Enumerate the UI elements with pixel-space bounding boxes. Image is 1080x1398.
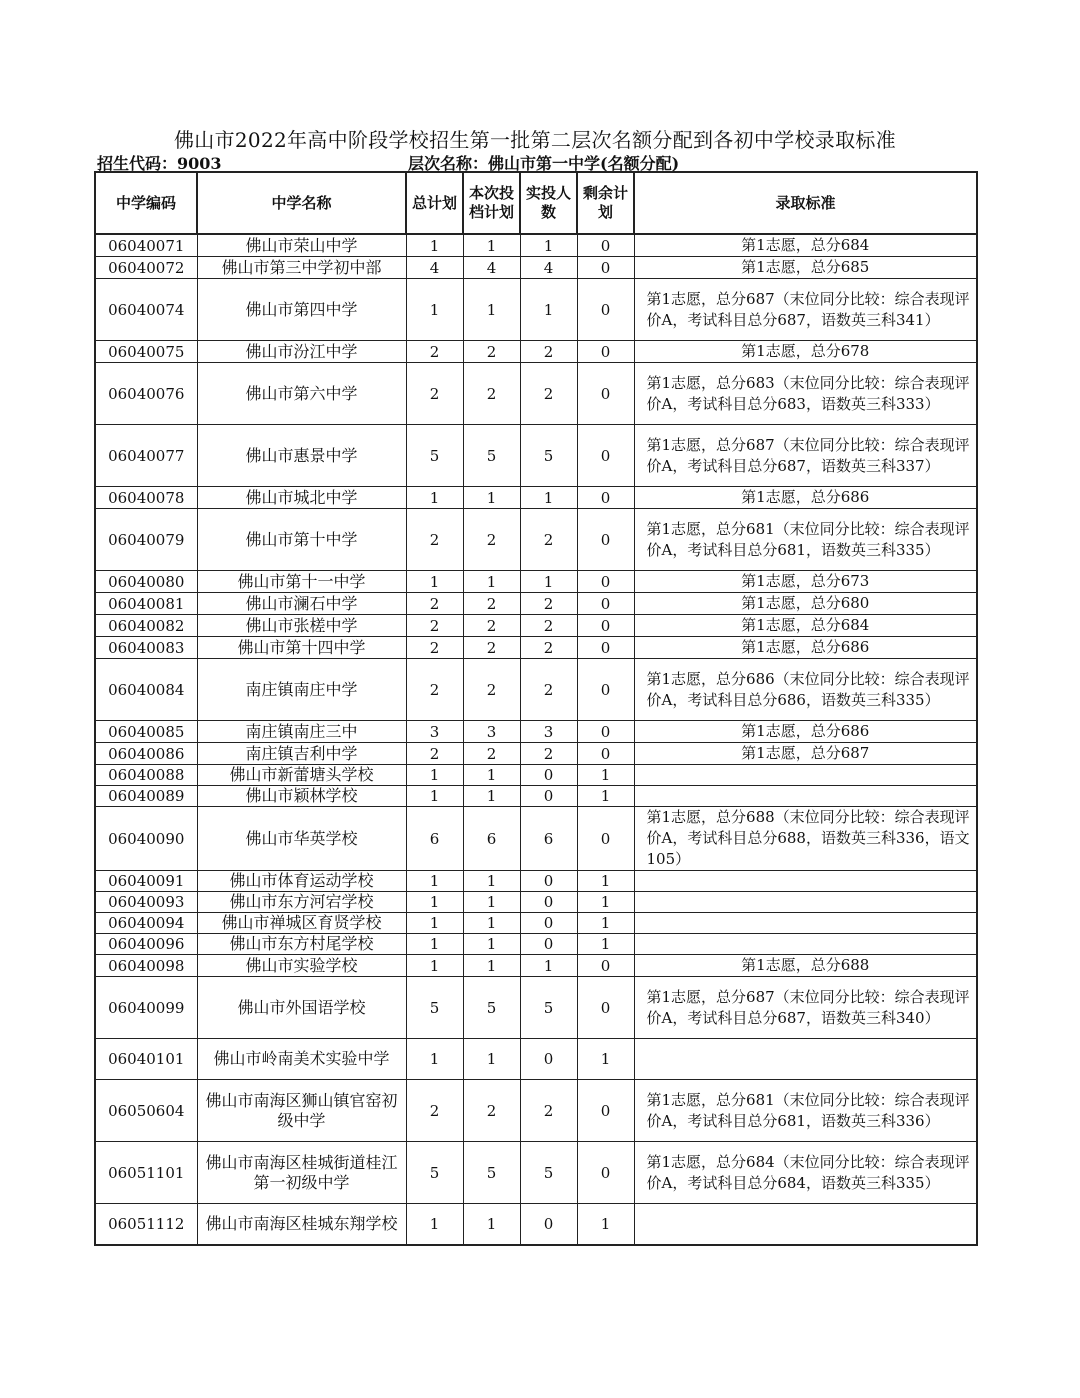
cell-remaining: 0 xyxy=(577,1142,634,1204)
table-row xyxy=(95,786,977,807)
cell-actual: 0 xyxy=(520,892,577,913)
cell-criteria: 第1志愿，总分687 xyxy=(634,743,977,765)
cell-total: 1 xyxy=(406,871,463,892)
cell-criteria: 第1志愿，总分681（末位同分比较：综合表现评价A，考试科目总分681，语数英三科336） xyxy=(634,1080,977,1142)
cell-current: 1 xyxy=(463,955,520,977)
cell-actual: 2 xyxy=(520,1080,577,1142)
cell-actual: 0 xyxy=(520,871,577,892)
cell-remaining: 0 xyxy=(577,807,634,871)
cell-current: 5 xyxy=(463,977,520,1039)
cell-name: 佛山市体育运动学校 xyxy=(197,871,406,892)
table-row xyxy=(95,892,977,913)
cell-total: 5 xyxy=(406,425,463,487)
cell-remaining: 0 xyxy=(577,571,634,593)
cell-criteria: 第1志愿，总分684 xyxy=(634,615,977,637)
cell-name: 佛山市华英学校 xyxy=(197,807,406,871)
cell-code: 06040090 xyxy=(95,807,197,871)
enroll-code: 招生代码：9003 xyxy=(97,154,222,173)
table-row xyxy=(95,934,977,955)
cell-actual: 5 xyxy=(520,1142,577,1204)
table-row xyxy=(95,615,977,637)
cell-total: 6 xyxy=(406,807,463,871)
header-total: 总计划 xyxy=(406,172,463,234)
cell-actual: 2 xyxy=(520,637,577,659)
cell-actual: 3 xyxy=(520,721,577,743)
cell-total: 1 xyxy=(406,913,463,934)
cell-current: 1 xyxy=(463,765,520,786)
cell-current: 2 xyxy=(463,509,520,571)
cell-criteria: 第1志愿，总分683（末位同分比较：综合表现评价A，考试科目总分683，语数英三科333） xyxy=(634,363,977,425)
cell-code: 06040083 xyxy=(95,637,197,659)
table-row xyxy=(95,871,977,892)
cell-criteria xyxy=(634,1204,977,1245)
cell-code: 06040074 xyxy=(95,279,197,341)
table-row xyxy=(95,765,977,786)
header-actual: 实投人数 xyxy=(520,172,577,234)
document-title: 佛山市2022年高中阶段学校招生第一批第二层次名额分配到各初中学校录取标准 xyxy=(174,128,896,152)
cell-name: 南庄镇南庄三中 xyxy=(197,721,406,743)
cell-actual: 0 xyxy=(520,765,577,786)
cell-criteria: 第1志愿，总分686 xyxy=(634,721,977,743)
cell-current: 2 xyxy=(463,659,520,721)
table-row xyxy=(95,257,977,279)
cell-actual: 4 xyxy=(520,257,577,279)
table-row xyxy=(95,1142,977,1204)
cell-actual: 1 xyxy=(520,234,577,257)
cell-total: 5 xyxy=(406,1142,463,1204)
cell-criteria: 第1志愿，总分688 xyxy=(634,955,977,977)
cell-current: 2 xyxy=(463,341,520,363)
cell-actual: 2 xyxy=(520,659,577,721)
cell-code: 06050604 xyxy=(95,1080,197,1142)
cell-code: 06040093 xyxy=(95,892,197,913)
table-row xyxy=(95,341,977,363)
cell-total: 3 xyxy=(406,721,463,743)
cell-remaining: 0 xyxy=(577,509,634,571)
cell-code: 06040072 xyxy=(95,257,197,279)
table-row xyxy=(95,637,977,659)
cell-current: 6 xyxy=(463,807,520,871)
cell-code: 06040094 xyxy=(95,913,197,934)
table-row xyxy=(95,955,977,977)
cell-total: 5 xyxy=(406,977,463,1039)
cell-criteria: 第1志愿，总分688（末位同分比较：综合表现评价A，考试科目总分688，语数英三科336，语文105） xyxy=(634,807,977,871)
cell-current: 1 xyxy=(463,234,520,257)
table-row xyxy=(95,721,977,743)
cell-criteria xyxy=(634,934,977,955)
cell-total: 1 xyxy=(406,892,463,913)
admission-table xyxy=(94,171,978,1246)
cell-criteria: 第1志愿，总分684 xyxy=(634,234,977,257)
cell-code: 06040091 xyxy=(95,871,197,892)
cell-total: 4 xyxy=(406,257,463,279)
cell-remaining: 0 xyxy=(577,487,634,509)
table-row xyxy=(95,913,977,934)
table-row xyxy=(95,807,977,871)
cell-code: 06040089 xyxy=(95,786,197,807)
cell-name: 佛山市第十四中学 xyxy=(197,637,406,659)
cell-name: 佛山市禅城区育贤学校 xyxy=(197,913,406,934)
cell-criteria: 第1志愿，总分687（末位同分比较：综合表现评价A，考试科目总分687，语数英三科337） xyxy=(634,425,977,487)
table-row xyxy=(95,509,977,571)
cell-criteria: 第1志愿，总分687（末位同分比较：综合表现评价A，考试科目总分687，语数英三科341） xyxy=(634,279,977,341)
cell-code: 06040084 xyxy=(95,659,197,721)
cell-total: 1 xyxy=(406,234,463,257)
cell-current: 1 xyxy=(463,571,520,593)
cell-total: 1 xyxy=(406,955,463,977)
table-row xyxy=(95,363,977,425)
cell-current: 2 xyxy=(463,363,520,425)
cell-actual: 5 xyxy=(520,977,577,1039)
cell-total: 1 xyxy=(406,279,463,341)
cell-remaining: 0 xyxy=(577,721,634,743)
cell-current: 1 xyxy=(463,892,520,913)
cell-total: 2 xyxy=(406,637,463,659)
cell-name: 佛山市东方河宕学校 xyxy=(197,892,406,913)
cell-actual: 2 xyxy=(520,743,577,765)
cell-current: 1 xyxy=(463,487,520,509)
cell-total: 2 xyxy=(406,341,463,363)
cell-name: 佛山市第十一中学 xyxy=(197,571,406,593)
cell-remaining: 1 xyxy=(577,934,634,955)
cell-name: 南庄镇南庄中学 xyxy=(197,659,406,721)
cell-total: 2 xyxy=(406,743,463,765)
cell-name: 佛山市东方村尾学校 xyxy=(197,934,406,955)
table-row xyxy=(95,1080,977,1142)
cell-remaining: 0 xyxy=(577,425,634,487)
cell-name: 佛山市岭南美术实验中学 xyxy=(197,1039,406,1080)
cell-actual: 0 xyxy=(520,934,577,955)
cell-total: 2 xyxy=(406,659,463,721)
cell-code: 06040081 xyxy=(95,593,197,615)
cell-name: 佛山市实验学校 xyxy=(197,955,406,977)
cell-remaining: 0 xyxy=(577,234,634,257)
cell-criteria: 第1志愿，总分685 xyxy=(634,257,977,279)
cell-total: 1 xyxy=(406,571,463,593)
cell-total: 1 xyxy=(406,786,463,807)
table-row xyxy=(95,1204,977,1245)
cell-name: 佛山市第六中学 xyxy=(197,363,406,425)
cell-actual: 1 xyxy=(520,571,577,593)
cell-name: 佛山市颖林学校 xyxy=(197,786,406,807)
cell-name: 佛山市第十中学 xyxy=(197,509,406,571)
cell-code: 06040079 xyxy=(95,509,197,571)
cell-actual: 0 xyxy=(520,1204,577,1245)
cell-remaining: 0 xyxy=(577,593,634,615)
cell-remaining: 1 xyxy=(577,765,634,786)
cell-code: 06040086 xyxy=(95,743,197,765)
cell-name: 佛山市惠景中学 xyxy=(197,425,406,487)
cell-code: 06040088 xyxy=(95,765,197,786)
cell-code: 06040076 xyxy=(95,363,197,425)
cell-current: 5 xyxy=(463,425,520,487)
table-row xyxy=(95,593,977,615)
cell-total: 2 xyxy=(406,615,463,637)
cell-code: 06040077 xyxy=(95,425,197,487)
cell-name: 佛山市南海区桂城街道桂江第一初级中学 xyxy=(197,1142,406,1204)
cell-remaining: 1 xyxy=(577,1039,634,1080)
cell-criteria: 第1志愿，总分687（末位同分比较：综合表现评价A，考试科目总分687，语数英三科340） xyxy=(634,977,977,1039)
cell-name: 佛山市南海区桂城东翔学校 xyxy=(197,1204,406,1245)
cell-total: 1 xyxy=(406,934,463,955)
cell-current: 1 xyxy=(463,871,520,892)
cell-criteria xyxy=(634,786,977,807)
cell-criteria: 第1志愿，总分684（末位同分比较：综合表现评价A，考试科目总分684，语数英三科335） xyxy=(634,1142,977,1204)
cell-remaining: 0 xyxy=(577,363,634,425)
header-row xyxy=(95,172,977,234)
cell-criteria: 第1志愿，总分681（末位同分比较：综合表现评价A，考试科目总分681，语数英三科335） xyxy=(634,509,977,571)
cell-remaining: 0 xyxy=(577,257,634,279)
cell-code: 06040101 xyxy=(95,1039,197,1080)
table-row xyxy=(95,279,977,341)
header-name: 中学名称 xyxy=(197,172,406,234)
table-row xyxy=(95,234,977,257)
header-criteria: 录取标准 xyxy=(634,172,977,234)
cell-remaining: 0 xyxy=(577,743,634,765)
cell-remaining: 1 xyxy=(577,913,634,934)
cell-actual: 2 xyxy=(520,615,577,637)
cell-current: 1 xyxy=(463,1204,520,1245)
cell-name: 佛山市第三中学初中部 xyxy=(197,257,406,279)
cell-name: 南庄镇吉利中学 xyxy=(197,743,406,765)
table-row xyxy=(95,425,977,487)
table-row xyxy=(95,659,977,721)
cell-remaining: 0 xyxy=(577,955,634,977)
cell-current: 4 xyxy=(463,257,520,279)
cell-actual: 0 xyxy=(520,1039,577,1080)
cell-code: 06040078 xyxy=(95,487,197,509)
cell-remaining: 0 xyxy=(577,615,634,637)
cell-criteria: 第1志愿，总分673 xyxy=(634,571,977,593)
cell-name: 佛山市张槎中学 xyxy=(197,615,406,637)
cell-code: 06051112 xyxy=(95,1204,197,1245)
cell-criteria xyxy=(634,913,977,934)
cell-remaining: 0 xyxy=(577,659,634,721)
cell-total: 2 xyxy=(406,593,463,615)
cell-actual: 0 xyxy=(520,786,577,807)
cell-remaining: 0 xyxy=(577,1080,634,1142)
cell-criteria: 第1志愿，总分678 xyxy=(634,341,977,363)
cell-current: 2 xyxy=(463,637,520,659)
cell-code: 06040085 xyxy=(95,721,197,743)
cell-criteria: 第1志愿，总分680 xyxy=(634,593,977,615)
cell-code: 06040098 xyxy=(95,955,197,977)
table-row xyxy=(95,571,977,593)
cell-actual: 0 xyxy=(520,913,577,934)
cell-current: 5 xyxy=(463,1142,520,1204)
cell-actual: 1 xyxy=(520,955,577,977)
cell-current: 2 xyxy=(463,1080,520,1142)
cell-current: 2 xyxy=(463,593,520,615)
cell-criteria xyxy=(634,765,977,786)
cell-actual: 1 xyxy=(520,487,577,509)
table-row xyxy=(95,1039,977,1080)
cell-criteria xyxy=(634,1039,977,1080)
cell-name: 佛山市城北中学 xyxy=(197,487,406,509)
cell-code: 06040075 xyxy=(95,341,197,363)
cell-name: 佛山市南海区狮山镇官窑初级中学 xyxy=(197,1080,406,1142)
cell-criteria xyxy=(634,892,977,913)
cell-remaining: 0 xyxy=(577,637,634,659)
cell-criteria xyxy=(634,871,977,892)
table-row xyxy=(95,743,977,765)
cell-name: 佛山市新蕾塘头学校 xyxy=(197,765,406,786)
cell-current: 1 xyxy=(463,786,520,807)
cell-remaining: 1 xyxy=(577,892,634,913)
cell-actual: 2 xyxy=(520,341,577,363)
cell-current: 1 xyxy=(463,934,520,955)
cell-current: 2 xyxy=(463,743,520,765)
cell-code: 06051101 xyxy=(95,1142,197,1204)
table-row xyxy=(95,977,977,1039)
cell-total: 1 xyxy=(406,1204,463,1245)
cell-total: 2 xyxy=(406,509,463,571)
cell-current: 3 xyxy=(463,721,520,743)
cell-code: 06040099 xyxy=(95,977,197,1039)
cell-code: 06040096 xyxy=(95,934,197,955)
table-row xyxy=(95,487,977,509)
cell-actual: 5 xyxy=(520,425,577,487)
header-code: 中学编码 xyxy=(95,172,197,234)
cell-total: 1 xyxy=(406,487,463,509)
cell-code: 06040080 xyxy=(95,571,197,593)
cell-actual: 2 xyxy=(520,363,577,425)
cell-code: 06040082 xyxy=(95,615,197,637)
cell-current: 1 xyxy=(463,1039,520,1080)
cell-remaining: 1 xyxy=(577,1204,634,1245)
header-remaining: 剩余计划 xyxy=(577,172,634,234)
cell-total: 2 xyxy=(406,363,463,425)
cell-actual: 2 xyxy=(520,509,577,571)
cell-remaining: 0 xyxy=(577,341,634,363)
cell-name: 佛山市外国语学校 xyxy=(197,977,406,1039)
cell-criteria: 第1志愿，总分686 xyxy=(634,637,977,659)
cell-actual: 2 xyxy=(520,593,577,615)
cell-current: 2 xyxy=(463,615,520,637)
cell-current: 1 xyxy=(463,913,520,934)
cell-code: 06040071 xyxy=(95,234,197,257)
cell-remaining: 0 xyxy=(577,279,634,341)
cell-name: 佛山市澜石中学 xyxy=(197,593,406,615)
level-name: 层次名称：佛山市第一中学(名额分配) xyxy=(408,154,680,173)
cell-name: 佛山市荣山中学 xyxy=(197,234,406,257)
cell-total: 2 xyxy=(406,1080,463,1142)
cell-actual: 1 xyxy=(520,279,577,341)
cell-criteria: 第1志愿，总分686 xyxy=(634,487,977,509)
cell-remaining: 1 xyxy=(577,786,634,807)
cell-total: 1 xyxy=(406,1039,463,1080)
cell-current: 1 xyxy=(463,279,520,341)
cell-actual: 6 xyxy=(520,807,577,871)
cell-remaining: 1 xyxy=(577,871,634,892)
header-current: 本次投档计划 xyxy=(463,172,520,234)
cell-name: 佛山市第四中学 xyxy=(197,279,406,341)
cell-remaining: 0 xyxy=(577,977,634,1039)
cell-name: 佛山市汾江中学 xyxy=(197,341,406,363)
cell-criteria: 第1志愿，总分686（末位同分比较：综合表现评价A，考试科目总分686，语数英三科335） xyxy=(634,659,977,721)
cell-total: 1 xyxy=(406,765,463,786)
